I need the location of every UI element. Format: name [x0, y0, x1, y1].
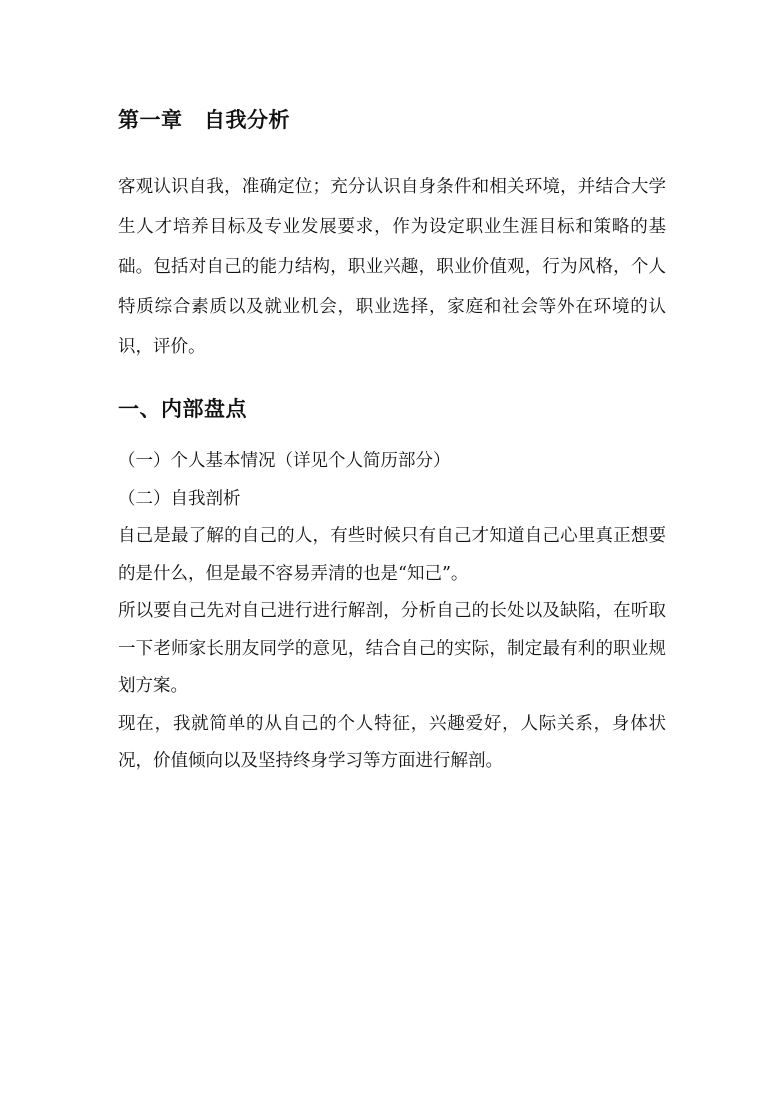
subheading-self-analysis: （二）自我剖析 [118, 488, 241, 509]
intro-paragraph: 客观认识自我，准确定位；充分认识自身条件和相关环境，并结合大学生人才培养目标及专业发展要求，作为设定职业生涯目标和策略的基础。包括对自己的能力结构，职业兴趣，职业价值观，行为风格，个人特质综合素质以及就业机会，职业选择，家庭和社会等外在环境的认识，评价。 [118, 177, 666, 357]
chapter-title: 第一章 自我分析 [118, 107, 290, 132]
intro-section [118, 167, 666, 367]
section-title: 一、内部盘点 [118, 396, 247, 421]
body-paragraph-2: 所以要自己先对自己进行进行解剖，分析自己的长处以及缺陷，在听取一下老师家长朋友同学的意见，结合自己的实际，制定最有利的职业规划方案。 [118, 601, 666, 696]
subheading-basic-info: （一）个人基本情况（详见个人简历部分） [118, 451, 451, 471]
body-paragraph-3: 现在，我就简单的从自己的个人特征，兴趣爱好，人际关系，身体状况，价值倾向以及坚持终身学习等方面进行解剖。 [118, 713, 666, 771]
body-section [118, 443, 666, 781]
body-paragraph-1: 自己是最了解的自己的人，有些时候只有自己才知道自己心里真正想要的是什么，但是最不容易弄清的也是“知己”。 [118, 526, 666, 584]
